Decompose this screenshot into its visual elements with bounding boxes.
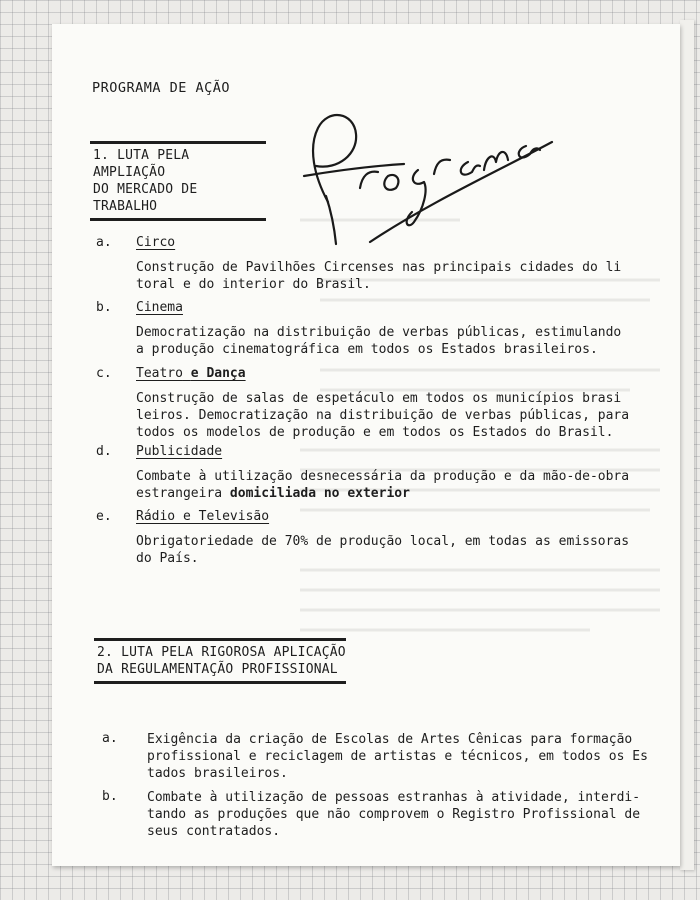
item-label: Rádio e Televisão (136, 509, 270, 524)
document-page (52, 24, 680, 866)
heading-rule-bottom (90, 218, 266, 221)
item-label: Cinema (136, 300, 183, 315)
item-letter: c. (96, 366, 112, 381)
item-description-main: Combate à utilização desnecessária da produção e da mão-de-obra estrangeira (136, 469, 630, 501)
document-title: PROGRAMA DE AÇÃO (92, 80, 231, 96)
section2-heading-text (94, 641, 346, 681)
item-letter: a. (102, 731, 118, 746)
section1-heading-line1: 1. LUTA PELA AMPLIAÇÃO (93, 148, 190, 180)
item-letter: e. (96, 509, 112, 524)
item-label: Publicidade (136, 444, 223, 459)
item-description: Construção de salas de espetáculo em todos os municípios brasi leiros. Democratização na distribuição de verbas públicas, para todos os modelos de produção e em todos os Estados do Brasil. (136, 391, 630, 440)
item-label (136, 366, 246, 381)
section2-heading-line2: DA REGULAMENTAÇÃO PROFISSIONAL (97, 662, 338, 677)
section1-heading-line2: DO MERCADO DE TRABALHO (93, 182, 198, 214)
section1-heading-text (90, 144, 266, 218)
item-letter: d. (96, 444, 112, 459)
item-label: Circo (136, 235, 176, 250)
section1-heading (90, 141, 266, 221)
item-description (136, 468, 656, 502)
item-letter: b. (102, 789, 118, 804)
section2-heading-line1: 2. LUTA PELA RIGOROSA APLICAÇÃO (97, 645, 346, 660)
item-description: Construção de Pavilhões Circenses nas principais cidades do li toral e do interior do Brasil. (136, 260, 622, 292)
item-label-extra: e Dança (190, 366, 246, 381)
item-description: Democratização na distribuição de verbas públicas, estimulando a produção cinematográfica em todos os Estados brasileiros. (136, 325, 622, 357)
item-letter: a. (96, 235, 112, 250)
item-description: Obrigatoriedade de 70% de produção local, em todas as emissoras do País. (136, 534, 630, 566)
item-letter: b. (96, 300, 112, 315)
item-description: Combate à utilização de pessoas estranhas à atividade, interdi- tando as produções que não comprovem o Registro Profissional de seus contratados. (147, 790, 641, 839)
heading-rule-bottom (94, 681, 346, 684)
section2-heading (94, 638, 346, 684)
item-description: Exigência da criação de Escolas de Artes Cênicas para formação profissional e reciclagem de artistas e técnicos, em todos os Es tados brasileiros. (147, 732, 648, 781)
item-description-extra: domiciliada no exterior (229, 486, 410, 501)
item-label-main: Teatro (136, 366, 183, 381)
underlying-page-edge (680, 20, 694, 870)
handwritten-signature (300, 84, 560, 249)
